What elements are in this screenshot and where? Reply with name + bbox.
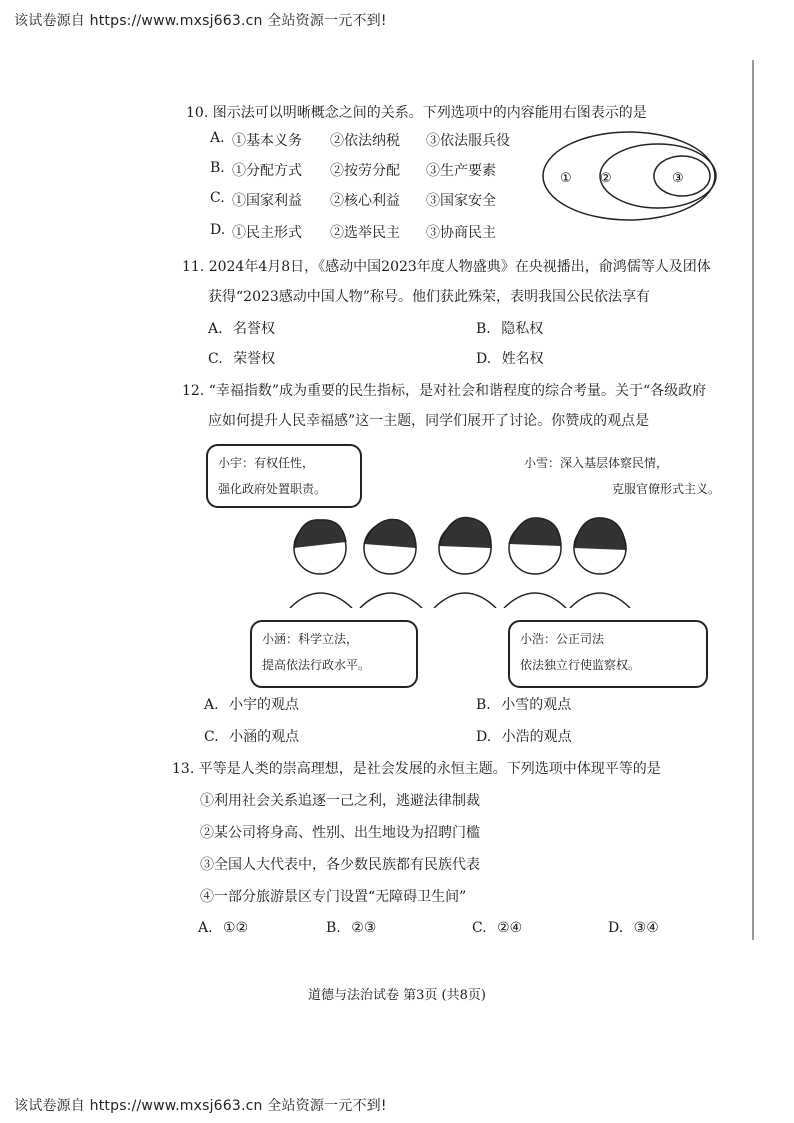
q12-stem-line1: 12. “幸福指数”成为重要的民生指标，是对社会和谐程度的综合考量。关于“各级政府 [182, 383, 707, 399]
option-item: ①基本义务 [232, 133, 302, 149]
q13-statement-2: ②某公司将身高、性别、出生地设为招聘门槛 [200, 825, 480, 841]
q13-option-c [472, 920, 522, 936]
option-item: ②选举民主 [330, 225, 400, 241]
option-letter: A. [210, 130, 225, 146]
q13-stem: 13. 平等是人类的崇高理想，是社会发展的永恒主题。下列选项中体现平等的是 [172, 761, 661, 777]
q13-statement-1: ①利用社会关系追逐一己之利，逃避法律制裁 [200, 793, 480, 809]
q13-statement-4: ④一部分旅游景区专门设置“无障碍卫生间” [200, 889, 467, 905]
q13-option-d [608, 920, 659, 936]
q10-option-d [210, 222, 496, 241]
option-text: ②③ [351, 920, 377, 936]
bubble-line: 小雪：深入基层体察民情， [524, 456, 669, 470]
option-letter: D. [210, 222, 226, 238]
option-letter: C. [204, 729, 219, 745]
option-letter: A. [204, 697, 219, 713]
bubble-line: 小涵：科学立法， [262, 632, 359, 646]
bubble-xiaoyu [206, 444, 362, 508]
q10-diagram [540, 128, 718, 224]
page-footer: 道德与法治试卷 第3页 (共8页) [308, 988, 486, 1003]
option-letter: B. [210, 160, 225, 176]
watermark-top: 该试卷源自 https://www.mxsj663.cn 全站资源一元不到! [14, 13, 387, 29]
option-item: ①国家利益 [232, 193, 302, 209]
option-text: 荣誉权 [233, 351, 276, 367]
q11-option-c [208, 348, 275, 368]
option-text: 小雪的观点 [501, 697, 572, 713]
option-text: ②④ [497, 920, 523, 936]
q12-option-c [204, 726, 299, 746]
option-text: 名誉权 [233, 321, 276, 337]
option-item: ②核心利益 [330, 193, 400, 209]
option-item: ③生产要素 [426, 163, 496, 179]
option-item: ②依法纳税 [330, 133, 400, 149]
q10-option-c [210, 190, 496, 209]
option-letter: D. [476, 351, 492, 367]
diagram-label-2: ② [600, 171, 612, 186]
option-letter: A. [198, 920, 213, 936]
q12-option-b [476, 694, 571, 714]
q12-option-d [476, 726, 572, 746]
scan-edge [752, 60, 754, 940]
option-letter: B. [476, 321, 491, 337]
diagram-label-1: ① [560, 171, 572, 186]
bubble-xiaohan [250, 620, 418, 688]
q10-option-a [210, 130, 510, 149]
bubble-line: 小宇：有权任性， [218, 456, 315, 470]
q11-stem-line1: 11. 2024年4月8日，《感动中国2023年度人物盛典》在央视播出，俞鸿儒等人及团体 [182, 259, 711, 275]
bubble-xiaoxue [512, 444, 732, 508]
q13-option-b [326, 920, 376, 936]
option-letter: B. [326, 920, 341, 936]
bubble-line: 小浩：公正司法 [520, 632, 605, 646]
q12-stem-line2: 应如何提升人民幸福感”这一主题，同学们展开了讨论。你赞成的观点是 [208, 413, 650, 429]
option-letter: C. [472, 920, 487, 936]
q12-option-a [204, 694, 299, 714]
option-item: ③国家安全 [426, 193, 496, 209]
bubble-line: 依法独立行使监察权。 [520, 658, 641, 672]
children-illustration [280, 508, 650, 608]
bubble-line: 提高依法行政水平。 [262, 658, 371, 672]
option-letter: D. [608, 920, 624, 936]
option-text: 小宇的观点 [229, 697, 300, 713]
q11-option-b [476, 318, 543, 338]
option-item: ③依法服兵役 [426, 133, 510, 149]
option-text: ③④ [633, 920, 659, 936]
option-item: ②按劳分配 [330, 163, 400, 179]
option-item: ①分配方式 [232, 163, 302, 179]
q11-option-d [476, 348, 544, 368]
option-item: ③协商民主 [426, 225, 496, 241]
q11-option-a [208, 318, 275, 338]
q13-statement-3: ③全国人大代表中，各少数民族都有民族代表 [200, 857, 480, 873]
diagram-label-3: ③ [672, 171, 684, 186]
option-text: 小浩的观点 [501, 729, 572, 745]
option-letter: A. [208, 321, 223, 337]
option-text: 小涵的观点 [229, 729, 300, 745]
q11-stem-line2: 获得“2023感动中国人物”称号。他们获此殊荣，表明我国公民依法享有 [208, 289, 650, 305]
option-letter: D. [476, 729, 492, 745]
option-item: ①民主形式 [232, 225, 302, 241]
q10-stem: 10. 图示法可以明晰概念之间的关系。下列选项中的内容能用右图表示的是 [186, 105, 647, 121]
option-letter: C. [208, 351, 223, 367]
option-text: 隐私权 [501, 321, 544, 337]
bubble-line: 克服官僚形式主义。 [611, 482, 720, 496]
bubble-xiaohao [508, 620, 708, 688]
option-letter: B. [476, 697, 491, 713]
option-text: 姓名权 [501, 351, 544, 367]
watermark-bottom: 该试卷源自 https://www.mxsj663.cn 全站资源一元不到! [14, 1098, 387, 1114]
option-letter: C. [210, 190, 225, 206]
q10-option-b [210, 160, 496, 179]
bubble-line: 强化政府处置职责。 [218, 482, 327, 496]
q13-option-a [198, 920, 248, 936]
option-text: ①② [223, 920, 249, 936]
